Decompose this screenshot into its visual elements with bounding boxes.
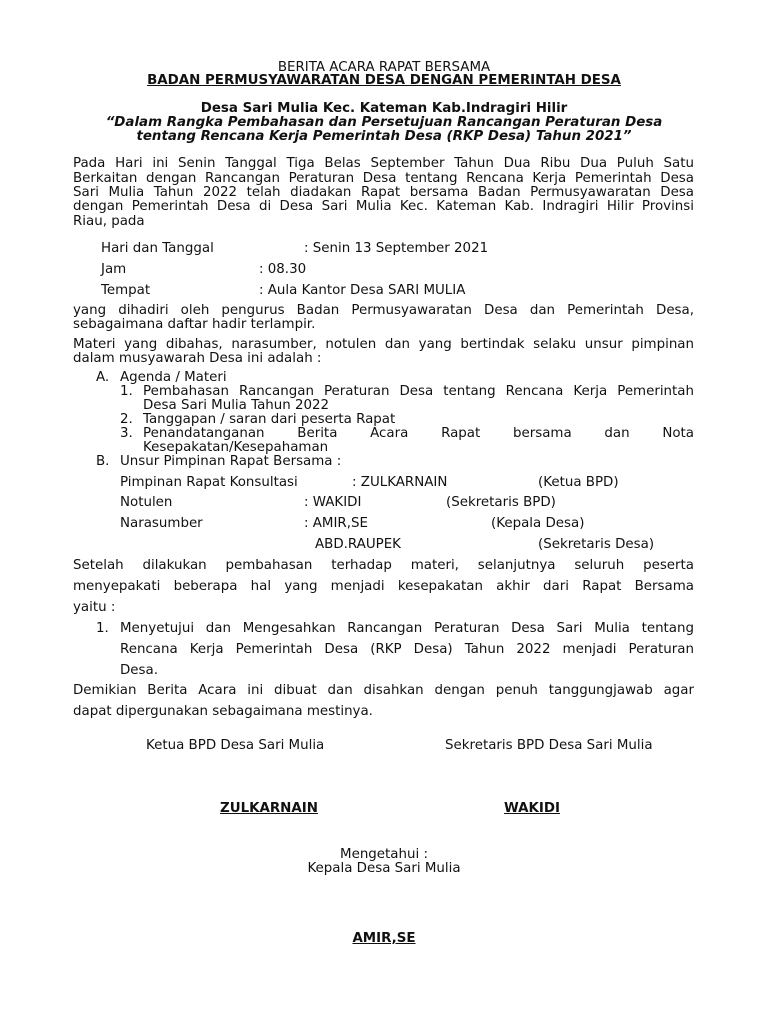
agreement-line-1: Setelah dilakukan pembahasan terhadap materi, selanjutnya seluruh peserta xyxy=(73,558,694,573)
agenda-a-title: Agenda / Materi xyxy=(120,370,227,385)
signature-right-title: Sekretaris BPD Desa Sari Mulia xyxy=(445,738,653,753)
document-location: Desa Sari Mulia Kec. Kateman Kab.Indragiri Hilir xyxy=(200,101,568,116)
speaker-value: : AMIR,SE xyxy=(304,516,368,531)
agenda-item-1-line1: Pembahasan Rancangan Peraturan Desa tentang Rencana Kerja Pemerintah xyxy=(143,384,694,399)
intro-line-2: Berkaitan dengan Rancangan Peraturan Desa tentang Rencana Kerja Pemerintah Desa xyxy=(73,171,694,186)
head-title: Kepala Desa Sari Mulia xyxy=(307,861,461,876)
document-subtitle-line1: “Dalam Rangka Pembahasan dan Persetujuan Rancangan Peraturan Desa xyxy=(105,115,663,130)
notulen-role: (Sekretaris BPD) xyxy=(446,495,556,510)
agreement-line-3: yaitu : xyxy=(73,600,116,615)
speaker-label: Narasumber xyxy=(120,516,203,531)
signature-left-name: ZULKARNAIN xyxy=(220,801,318,816)
date-label: Hari dan Tanggal xyxy=(101,241,214,256)
known-label: Mengetahui : xyxy=(340,847,428,862)
closing-line-1: Demikian Berita Acara ini dibuat dan disahkan dengan penuh tanggungjawab agar xyxy=(73,683,694,698)
agenda-a-marker: A. xyxy=(96,370,110,385)
signature-left-title: Ketua BPD Desa Sari Mulia xyxy=(146,738,325,753)
intro-line-4: dengan Pemerintah Desa di Desa Sari Mulia Kec. Kateman Kab. Indragiri Hilir Provinsi xyxy=(73,199,694,214)
agenda-b-marker: B. xyxy=(96,454,110,469)
signature-right-name: WAKIDI xyxy=(504,801,560,816)
speaker2-role: (Sekretaris Desa) xyxy=(538,537,655,552)
agenda-item-1-num: 1. xyxy=(120,384,133,399)
agenda-item-1-line2: Desa Sari Mulia Tahun 2022 xyxy=(143,398,330,413)
place-label: Tempat xyxy=(101,283,151,298)
agenda-item-2-num: 2. xyxy=(120,412,133,427)
time-label: Jam xyxy=(101,262,127,277)
intro-line-1: Pada Hari ini Senin Tanggal Tiga Belas September Tahun Dua Ribu Dua Puluh Satu xyxy=(73,156,694,171)
document-subtitle-institution: BADAN PERMUSYAWARATAN DESA DENGAN PEMERINTAH DESA xyxy=(147,73,621,88)
decision-line-3: Desa. xyxy=(120,663,158,678)
speaker-role: (Kepala Desa) xyxy=(491,516,585,531)
agenda-b-title: Unsur Pimpinan Rapat Bersama : xyxy=(120,454,342,469)
agenda-item-3-line2: Kesepakatan/Kesepahaman xyxy=(143,440,329,455)
date-value: : Senin 13 September 2021 xyxy=(304,241,489,256)
intro-line-5: Riau, pada xyxy=(73,214,145,229)
agenda-item-3-line1: Penandatanganan Berita Acara Rapat bersama dan Nota xyxy=(143,426,694,441)
place-value: : Aula Kantor Desa SARI MULIA xyxy=(259,283,466,298)
attendance-line-1: yang dihadiri oleh pengurus Badan Permusyawaratan Desa dan Pemerintah Desa, xyxy=(73,303,694,318)
notulen-label: Notulen xyxy=(120,495,173,510)
intro-line-3: Sari Mulia Tahun 2022 telah diadakan Rapat bersama Badan Permusyawaratan Desa xyxy=(73,185,694,200)
agenda-item-2-line1: Tanggapan / saran dari peserta Rapat xyxy=(143,412,396,427)
speaker2-value: ABD.RAUPEK xyxy=(315,537,401,552)
decision-line-2: Rencana Kerja Pemerintah Desa (RKP Desa) Tahun 2022 menjadi Peraturan xyxy=(120,642,694,657)
notulen-value: : WAKIDI xyxy=(304,495,362,510)
decision-line-1: Menyetujui dan Mengesahkan Rancangan Peraturan Desa Sari Mulia tentang xyxy=(120,621,694,636)
document-title: BERITA ACARA RAPAT BERSAMA xyxy=(277,60,491,75)
agenda-item-3-num: 3. xyxy=(120,426,133,441)
attendance-line-2: sebagaimana daftar hadir terlampir. xyxy=(73,317,316,332)
time-value: : 08.30 xyxy=(259,262,307,277)
agreement-line-2: menyepakati beberapa hal yang menjadi kesepakatan akhir dari Rapat Bersama xyxy=(73,579,694,594)
chair-label: Pimpinan Rapat Konsultasi xyxy=(120,475,298,490)
head-name: AMIR,SE xyxy=(352,931,416,946)
closing-line-2: dapat dipergunakan sebagaimana mestinya. xyxy=(73,704,373,719)
document-subtitle-line2: tentang Rencana Kerja Pemerintah Desa (RKP Desa) Tahun 2021” xyxy=(136,129,632,144)
chair-role: (Ketua BPD) xyxy=(538,475,619,490)
decision-num: 1. xyxy=(96,621,109,636)
materi-line-1: Materi yang dibahas, narasumber, notulen dan yang bertindak selaku unsur pimpinan xyxy=(73,337,694,352)
chair-value: : ZULKARNAIN xyxy=(352,475,448,490)
materi-line-2: dalam musyawarah Desa ini adalah : xyxy=(73,351,322,366)
